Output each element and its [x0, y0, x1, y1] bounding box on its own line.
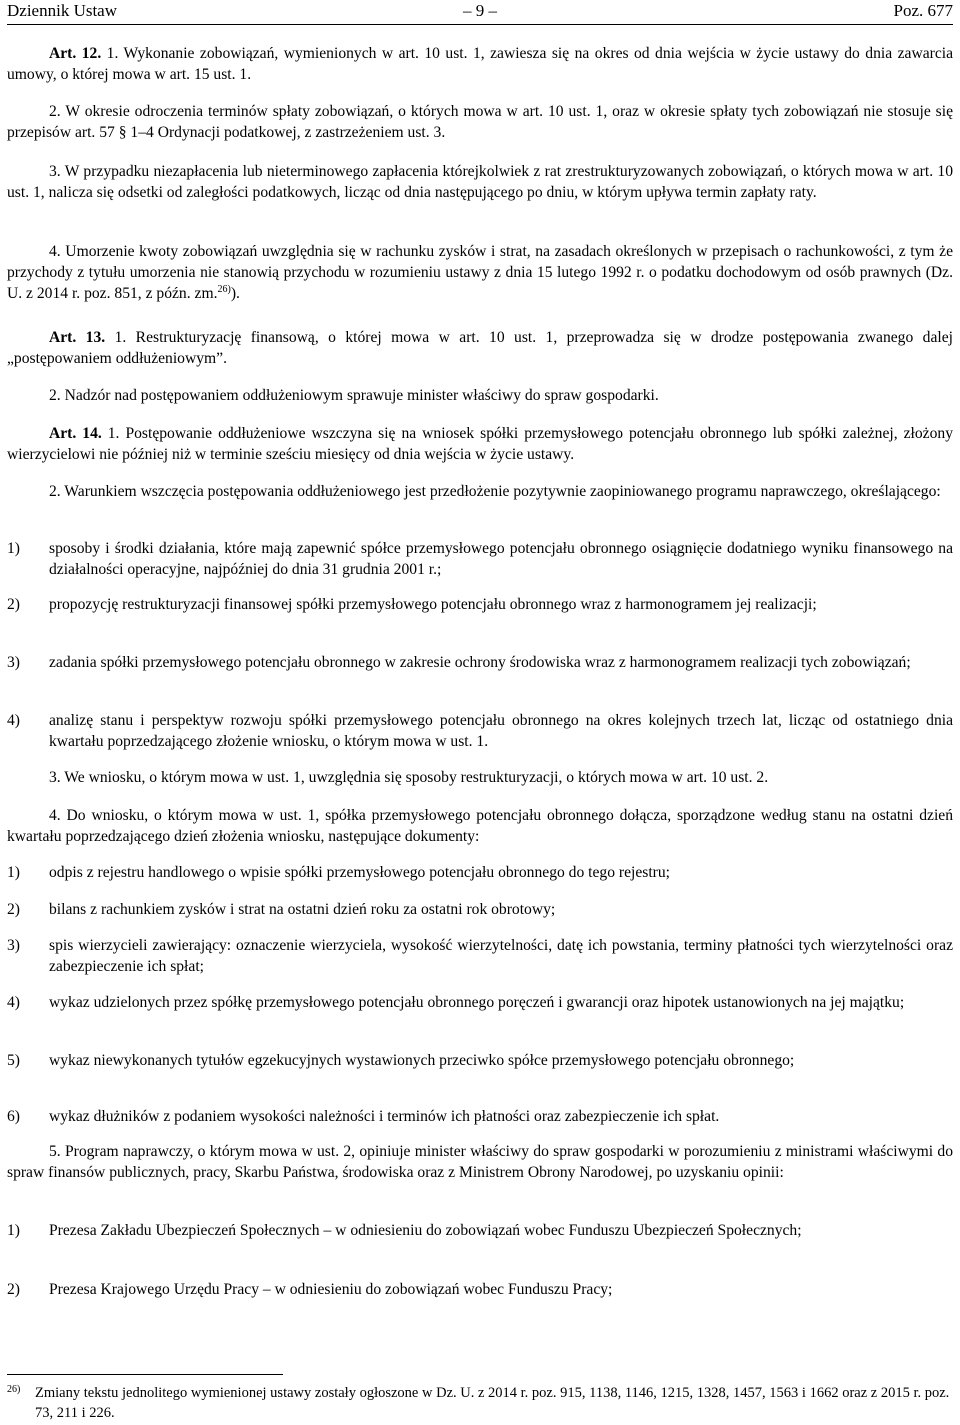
position-number: Poz. 677	[893, 1, 953, 20]
art12-label: Art. 12.	[49, 45, 102, 62]
list-text: odpis z rejestru handlowego o wpisie spółki przemysłowego potencjału obronnego do tego rejestru;	[49, 864, 671, 881]
list-number: 1)	[7, 864, 20, 881]
list-number: 2)	[7, 1281, 20, 1298]
art12-p4-text: 4. Umorzenie kwoty zobowiązań uwzględnia się w rachunku zysków i strat, na zasadach określonych w przepisach o rachunkowości, z tym że przychody z tytułu umorzenia nie stanowią przychodu w rozumieniu ustawy z dnia 15 lutego 1992 r. o podatku dochodowym od osób prawnych (Dz. U. z 2014 r. poz. 851, z późn. zm.	[7, 243, 953, 303]
art14-paragraph-2: 2. Warunkiem wszczęcia postępowania oddłużeniowego jest przedłożenie pozytywnie zaopiniowanego programu naprawczego, określającego:	[49, 483, 941, 500]
footnote	[7, 1383, 953, 1423]
list-number: 4)	[7, 712, 20, 729]
list-text: spis wierzycieli zawierający: oznaczenie wierzyciela, wysokość wierzytelności, datę ich powstania, terminy płatności tych wierzytelności oraz zabezpieczenie ich spłat;	[49, 937, 953, 976]
footnote-number: 26)	[7, 1384, 21, 1395]
list-item	[7, 652, 953, 673]
list-item	[7, 862, 953, 883]
footnote-text: Zmiany tekstu jednolitego wymienionej ustawy zostały ogłoszone w Dz. U. z 2014 r. poz. 915, 1138, 1146, 1215, 1328, 1457, 1563 i 1662 oraz z 2015 r. poz. 73, 211 i 226.	[35, 1385, 950, 1421]
art13-paragraph-2: 2. Nadzór nad postępowaniem oddłużeniowym sprawuje minister właściwy do spraw gospodarki.	[49, 387, 659, 404]
list-number: 1)	[7, 540, 20, 557]
art14-paragraph-1	[7, 423, 953, 465]
list-item	[7, 538, 953, 580]
list-number: 3)	[7, 937, 20, 954]
list-number: 2)	[7, 901, 20, 918]
art14-paragraph-5: 5. Program naprawczy, o którym mowa w ust. 2, opiniuje minister właściwy do spraw gospodarki w porozumieniu z ministrami właściwymi do spraw finansów publicznych, pracy, Skarbu Państwa, środowiska oraz z Ministrem Obrony Narodowej, po uzyskaniu opinii:	[7, 1143, 953, 1182]
list-text: Prezesa Krajowego Urzędu Pracy – w odniesieniu do zobowiązań wobec Funduszu Pracy;	[49, 1281, 613, 1298]
art14-paragraph-4: 4. Do wniosku, o którym mowa w ust. 1, spółka przemysłowego potencjału obronnego dołącza, sporządzone według stanu na ostatni dzień kwartału poprzedzającego dzień złożenia wniosku, następujące dokumenty:	[7, 807, 953, 846]
list-text: wykaz udzielonych przez spółkę przemysłowego potencjału obronnego poręczeń i gwarancji oraz hipotek ustanowionych na jej majątku;	[49, 994, 905, 1011]
list-number: 4)	[7, 994, 20, 1011]
art14-label: Art. 14.	[49, 425, 102, 442]
art14-paragraph-3: 3. We wniosku, o którym mowa w ust. 1, uwzględnia się sposoby restrukturyzacji, o których mowa w art. 10 ust. 2.	[49, 769, 769, 786]
list-item	[7, 992, 953, 1013]
art12-paragraph-4	[7, 241, 953, 305]
list-text: propozycję restrukturyzacji finansowej spółki przemysłowego potencjału obronnego wraz z harmonogramem jej realizacji;	[49, 596, 817, 613]
art12-paragraph-1	[7, 43, 953, 85]
art13-paragraph-1	[7, 327, 953, 369]
art13-label: Art. 13.	[49, 329, 106, 346]
list-item	[7, 1220, 953, 1241]
list-text: zadania spółki przemysłowego potencjału obronnego w zakresie ochrony środowiska wraz z harmonogramem realizacji tych zobowiązań;	[49, 654, 911, 671]
footnote-ref: 26)	[217, 284, 231, 296]
list-item	[7, 1106, 953, 1127]
list-item	[7, 710, 953, 752]
list-text: wykaz niewykonanych tytułów egzekucyjnych wystawionych przeciwko spółce przemysłowego potencjału obronnego;	[49, 1052, 795, 1069]
art14-p1-text: 1. Postępowanie oddłużeniowe wszczyna się na wniosek spółki przemysłowego potencjału obronnego lub spółki zależnej, złożony wierzycielowi nie później niż w terminie sześciu miesięcy od dnia wejścia w życie ustawy.	[7, 425, 953, 464]
list-number: 2)	[7, 596, 20, 613]
list-text: analizę stanu i perspektyw rozwoju spółki przemysłowego potencjału obronnego na okres kolejnych trzech lat, licząc od ostatniego dnia kwartału poprzedzającego złożenie wniosku, o którym mowa w ust. 1.	[49, 712, 953, 751]
art12-paragraph-3: 3. W przypadku niezapłacenia lub nieterminowego zapłacenia którejkolwiek z rat zrestrukturyzowanych zobowiązań, o których mowa w art. 10 ust. 1, nalicza się odsetki od zaległości podatkowych, licząc od dnia następującego po dniu, w którym upływa termin zapłaty raty.	[7, 163, 953, 202]
art12-p4-end: ).	[230, 285, 240, 303]
list-number: 1)	[7, 1222, 20, 1239]
footnote-separator	[7, 1374, 283, 1375]
list-item	[7, 1050, 953, 1071]
list-number: 3)	[7, 654, 20, 671]
list-item	[7, 1279, 953, 1300]
page-number: – 9 –	[463, 1, 497, 20]
list-item	[7, 594, 953, 615]
page-header	[7, 0, 953, 25]
list-item	[7, 899, 953, 920]
list-number: 5)	[7, 1052, 20, 1069]
list-text: Prezesa Zakładu Ubezpieczeń Społecznych – w odniesieniu do zobowiązań wobec Funduszu Ubezpieczeń Społecznych;	[49, 1222, 802, 1239]
list-number: 6)	[7, 1108, 20, 1125]
art12-paragraph-2: 2. W okresie odroczenia terminów spłaty zobowiązań, o których mowa w art. 10 ust. 1, oraz w okresie spłaty tych zobowiązań nie stosuje się przepisów art. 57 § 1–4 Ordynacji podatkowej, z zastrzeżeniem ust. 3.	[7, 103, 953, 142]
list-text: wykaz dłużników z podaniem wysokości należności i terminów ich płatności oraz zabezpieczenie ich spłat.	[49, 1108, 720, 1125]
list-text: bilans z rachunkiem zysków i strat na ostatni dzień roku za ostatni rok obrotowy;	[49, 901, 556, 918]
journal-title: Dziennik Ustaw	[7, 1, 118, 20]
list-item	[7, 935, 953, 977]
list-text: sposoby i środki działania, które mają zapewnić spółce przemysłowego potencjału obronnego osiągnięcie dodatniego wyniku finansowego na działalności operacyjne, najpóźniej do dnia 31 grudnia 2001 r.;	[49, 540, 953, 579]
art13-p1-text: 1. Restrukturyzację finansową, o której mowa w art. 10 ust. 1, przeprowadza się w drodze postępowania zwanego dalej „postępowaniem oddłużeniowym”.	[7, 329, 953, 368]
art12-p1-text: 1. Wykonanie zobowiązań, wymienionych w art. 10 ust. 1, zawiesza się na okres od dnia wejścia w życie ustawy do dnia zawarcia umowy, o której mowa w art. 15 ust. 1.	[7, 45, 953, 84]
